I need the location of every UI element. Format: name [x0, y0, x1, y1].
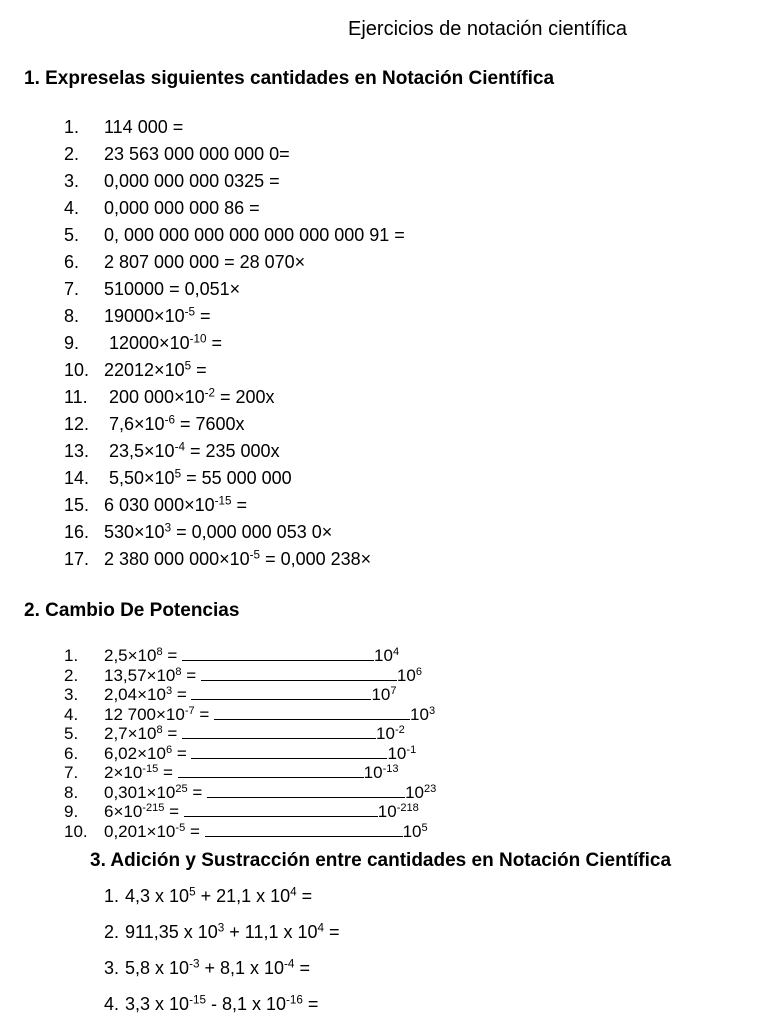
expression-text: 2 380 000 000×10 — [104, 549, 250, 569]
exponent: -10 — [189, 332, 207, 346]
expression-text: = 55 000 000 — [181, 468, 292, 488]
exercise-number: 2. — [64, 144, 80, 164]
section-2-heading: 2. Cambio De Potencias — [24, 600, 240, 621]
exercise-number: 7. — [64, 763, 79, 782]
exponent: -1 — [406, 743, 417, 756]
answer-blank-line[interactable] — [182, 737, 376, 739]
section1-exercise-15 — [64, 492, 405, 519]
expression-text: 200 000×10 — [104, 387, 205, 407]
expression-text: 10 — [374, 646, 393, 665]
expression-text: = — [206, 333, 223, 353]
answer-blank-line[interactable] — [182, 659, 374, 661]
exponent: 8 — [156, 645, 163, 658]
section1-exercise-14 — [64, 465, 405, 492]
exponent: -13 — [382, 762, 399, 775]
section3-exercise-2 — [104, 914, 340, 950]
exponent: -4 — [174, 440, 185, 454]
exercise-number: 1. — [64, 646, 79, 665]
expression-text: = 7600x — [174, 414, 245, 434]
exponent: 4 — [392, 645, 400, 658]
expression-text: - 8,1 x 10 — [205, 994, 287, 1014]
exponent: -215 — [142, 801, 165, 814]
exercise-expression — [125, 886, 312, 906]
exponent: 23 — [423, 782, 437, 795]
exercise-expression — [104, 360, 207, 380]
exponent: 7 — [390, 684, 397, 697]
exercise-number: 13. — [64, 441, 90, 461]
section-3-list — [104, 878, 340, 1022]
exercise-expression — [104, 279, 240, 299]
exponent: -2 — [204, 386, 216, 400]
exercise-number: 5. — [64, 724, 79, 743]
exponent: -15 — [189, 993, 206, 1007]
section1-exercise-1 — [64, 114, 405, 141]
expression-text: 10 — [371, 685, 391, 704]
expression-text: 2,7×10 — [104, 724, 157, 743]
section-1-list — [64, 114, 405, 573]
answer-blank-line[interactable] — [207, 796, 405, 798]
expression-text: = — [195, 306, 211, 326]
section2-exercise-5 — [64, 724, 436, 744]
expression-text: 13,57×10 — [104, 665, 176, 685]
exponent: 3 — [165, 684, 173, 697]
exercise-number: 10. — [64, 360, 90, 380]
section-1-heading: 1. Expreselas siguientes cantidades en Notación Científica — [24, 68, 555, 89]
section1-exercise-10 — [64, 357, 405, 384]
expression-text: = — [294, 958, 310, 978]
expression-text: 10 — [396, 665, 416, 685]
expression-text: 23,5×10 — [104, 441, 175, 461]
exercise-expression — [104, 441, 280, 461]
answer-blank-line[interactable] — [214, 718, 410, 720]
answer-blank-line[interactable] — [184, 815, 378, 817]
expression-text: 10 — [387, 743, 407, 763]
section1-exercise-17 — [64, 546, 405, 573]
document-title: Ejercicios de notación científica — [348, 18, 628, 40]
expression-text: 2 807 000 000 = 28 070× — [104, 252, 306, 272]
exercise-number: 3. — [104, 958, 120, 978]
section2-exercise-9 — [64, 802, 436, 822]
exercise-number: 8. — [64, 306, 80, 326]
exponent: -2 — [394, 723, 405, 736]
expression-text: 22012×10 — [104, 360, 185, 380]
expression-text: 5,8 x 10 — [125, 958, 190, 978]
expression-text: = — [164, 802, 184, 821]
expression-text: = — [172, 685, 192, 704]
exercise-number: 6. — [64, 743, 79, 763]
section-2-list — [64, 646, 436, 841]
exercise-number: 9. — [64, 802, 79, 821]
section2-exercise-2 — [64, 666, 436, 686]
exponent: 3 — [428, 704, 436, 717]
exercise-number: 7. — [64, 279, 80, 299]
expression-text: = 200x — [215, 387, 275, 407]
exercise-expression — [104, 724, 405, 743]
expression-text: 911,35 x 10 — [125, 922, 218, 942]
exercise-number: 6. — [64, 252, 80, 272]
section1-exercise-9 — [64, 330, 405, 357]
section1-exercise-12 — [64, 411, 405, 438]
answer-blank-line[interactable] — [178, 776, 364, 778]
exercise-number: 17. — [64, 549, 90, 569]
section3-exercise-4 — [104, 986, 340, 1022]
exercise-number: 5. — [64, 225, 80, 245]
exercise-number: 10. — [64, 821, 88, 841]
section1-exercise-2 — [64, 141, 405, 168]
exponent: 6 — [165, 743, 173, 756]
expression-text: 6,02×10 — [104, 743, 166, 763]
expression-text: 3,3 x 10 — [125, 994, 190, 1014]
section1-exercise-7 — [64, 276, 405, 303]
expression-text: 19000×10 — [104, 306, 185, 326]
expression-text: 510000 = 0,051× — [104, 279, 241, 299]
expression-text: = — [194, 704, 215, 724]
section2-exercise-4 — [64, 705, 436, 725]
expression-text: = — [162, 724, 183, 743]
section2-exercise-1 — [64, 646, 436, 666]
expression-text: = — [185, 821, 205, 841]
expression-text: 530×10 — [104, 522, 165, 542]
exponent: -7 — [184, 704, 195, 717]
section3-exercise-3 — [104, 950, 340, 986]
exercise-expression — [125, 922, 340, 942]
section1-exercise-11 — [64, 384, 405, 411]
expression-text: 6×10 — [104, 802, 143, 821]
exercise-expression — [104, 306, 211, 326]
exercise-expression — [104, 646, 399, 665]
exercise-expression — [104, 225, 405, 245]
expression-text: = 235 000x — [184, 441, 280, 461]
expression-text: 10 — [363, 763, 383, 782]
exercise-number: 4. — [64, 198, 80, 218]
exercise-number: 16. — [64, 522, 90, 542]
exercise-expression — [104, 252, 305, 272]
exercise-number: 1. — [64, 117, 80, 137]
expression-text: = — [181, 665, 201, 685]
expression-text: 10 — [410, 704, 429, 724]
section1-exercise-3 — [64, 168, 405, 195]
exercise-expression — [104, 705, 435, 724]
exponent: 5 — [174, 467, 182, 481]
expression-text: 0,201×10 — [104, 821, 176, 841]
exponent: -6 — [164, 413, 175, 427]
exponent: -5 — [184, 305, 195, 319]
exponent: -5 — [249, 548, 261, 562]
exercise-expression — [104, 549, 371, 569]
expression-text: 2×10 — [104, 763, 143, 782]
exercise-expression — [104, 783, 436, 802]
exercise-expression — [104, 802, 419, 821]
exercise-expression — [104, 495, 247, 515]
exercise-expression — [125, 958, 310, 978]
exercise-expression — [104, 333, 222, 353]
answer-blank-line[interactable] — [191, 698, 371, 700]
exercise-number: 8. — [64, 782, 79, 802]
expression-text: 0, 000 000 000 000 000 000 000 91 = — [104, 225, 405, 245]
section2-exercise-7 — [64, 763, 436, 783]
expression-text: 10 — [377, 802, 397, 821]
exercise-number: 1. — [104, 886, 120, 906]
expression-text: 12 700×10 — [104, 704, 185, 724]
section1-exercise-5 — [64, 222, 405, 249]
exponent: 5 — [184, 359, 192, 373]
expression-text: 0,301×10 — [104, 782, 176, 802]
exercise-number: 3. — [64, 171, 80, 191]
expression-text: 10 — [402, 821, 422, 841]
exercise-number: 2. — [64, 665, 79, 685]
exercise-expression — [104, 171, 280, 191]
section1-exercise-13 — [64, 438, 405, 465]
exercise-number: 12. — [64, 414, 90, 434]
exercise-number: 4. — [104, 994, 120, 1014]
exponent: -4 — [284, 957, 295, 971]
section1-exercise-16 — [64, 519, 405, 546]
exercise-number: 11. — [64, 387, 88, 407]
section-3-heading: 3. Adición y Sustracción entre cantidades en Notación Científica — [90, 850, 672, 871]
exercise-expression — [104, 763, 399, 782]
exponent: -218 — [396, 801, 419, 814]
exercise-expression — [125, 994, 318, 1014]
expression-text: = — [324, 922, 340, 942]
section2-exercise-10 — [64, 822, 436, 842]
expression-text: 6 030 000×10 — [104, 495, 215, 515]
exponent: 5 — [421, 821, 428, 834]
expression-text: 0,000 000 000 0325 = — [104, 171, 280, 191]
section2-exercise-6 — [64, 744, 436, 764]
exercise-expression — [104, 117, 183, 137]
exponent: 5 — [189, 885, 196, 899]
expression-text: 10 — [405, 782, 424, 802]
exercise-number: 14. — [64, 468, 90, 488]
exponent: -3 — [189, 957, 200, 971]
exercise-expression — [104, 387, 275, 407]
exercise-number: 9. — [64, 333, 80, 353]
exercise-expression — [104, 822, 428, 841]
expression-text: = — [231, 495, 248, 515]
expression-text: = — [172, 743, 192, 763]
answer-blank-line[interactable] — [201, 679, 397, 681]
exercise-number: 4. — [64, 704, 79, 724]
section1-exercise-6 — [64, 249, 405, 276]
expression-text: 7,6×10 — [104, 414, 165, 434]
exercise-expression — [104, 685, 397, 704]
exercise-expression — [104, 522, 332, 542]
expression-text: 23 563 000 000 000 0= — [104, 144, 290, 164]
expression-text: 10 — [376, 724, 395, 743]
exponent: 3 — [164, 521, 172, 535]
exponent: -16 — [286, 993, 303, 1007]
expression-text: 114 000 = — [104, 117, 184, 137]
exercise-expression — [104, 468, 292, 488]
exponent: 6 — [415, 665, 422, 678]
expression-text: 5,50×10 — [104, 468, 175, 488]
exponent: 4 — [290, 885, 297, 899]
exercise-expression — [104, 666, 422, 685]
exponent: 8 — [175, 665, 182, 678]
expression-text: 2,5×10 — [104, 646, 157, 665]
exercise-number: 3. — [64, 685, 79, 704]
expression-text: + 11,1 x 10 — [224, 922, 318, 942]
exponent: -15 — [142, 762, 159, 775]
expression-text: = — [158, 763, 178, 782]
expression-text: = — [302, 994, 319, 1014]
section2-exercise-3 — [64, 685, 436, 705]
section1-exercise-8 — [64, 303, 405, 330]
expression-text: = — [191, 360, 207, 380]
exponent: 3 — [217, 921, 225, 935]
expression-text: = — [296, 886, 313, 906]
section3-exercise-1 — [104, 878, 340, 914]
exponent: -5 — [175, 821, 186, 834]
expression-text: = — [162, 646, 183, 665]
exercise-expression — [104, 744, 416, 763]
exponent: -15 — [214, 494, 232, 508]
exercise-expression — [104, 414, 245, 434]
expression-text: + 21,1 x 10 — [195, 886, 291, 906]
answer-blank-line[interactable] — [191, 757, 387, 759]
exercise-expression — [104, 198, 260, 218]
exercise-number: 2. — [104, 922, 120, 942]
exercise-number: 15. — [64, 495, 90, 515]
expression-text: 2,04×10 — [104, 685, 166, 704]
expression-text: 12000×10 — [104, 333, 190, 353]
expression-text: 4,3 x 10 — [125, 886, 190, 906]
exponent: 4 — [317, 921, 325, 935]
expression-text: 0,000 000 000 86 = — [104, 198, 260, 218]
expression-text: = 0,000 000 053 0× — [171, 522, 333, 542]
expression-text: + 8,1 x 10 — [199, 958, 285, 978]
exercise-expression — [104, 144, 290, 164]
section1-exercise-4 — [64, 195, 405, 222]
answer-blank-line[interactable] — [205, 835, 403, 837]
section2-exercise-8 — [64, 783, 436, 803]
expression-text: = — [187, 782, 208, 802]
expression-text: = 0,000 238× — [260, 549, 372, 569]
exponent: 25 — [175, 782, 188, 795]
exponent: 8 — [156, 723, 163, 736]
